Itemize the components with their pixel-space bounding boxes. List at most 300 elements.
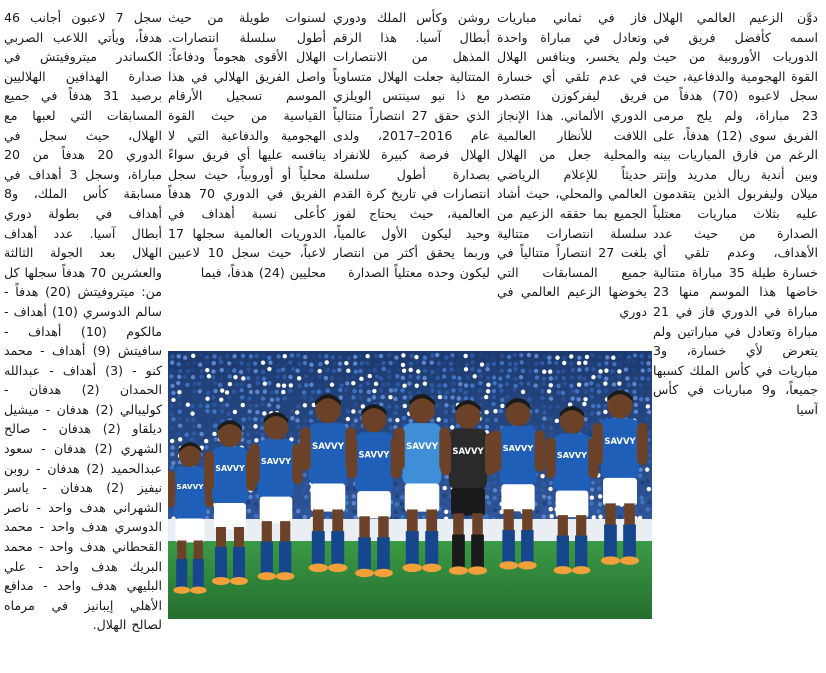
- crowd-dot: [486, 376, 490, 380]
- crowd-dot: [640, 480, 644, 484]
- crowd-dot: [170, 354, 174, 358]
- crowd-dot: [556, 405, 560, 409]
- crowd-dot: [239, 388, 243, 392]
- crowd-dot: [302, 368, 306, 372]
- crowd-dot: [212, 354, 216, 358]
- player-part: [620, 556, 639, 564]
- crowd-dot: [295, 410, 299, 414]
- crowd-dot: [547, 360, 551, 364]
- player-part: [204, 451, 214, 491]
- crowd-dot: [430, 353, 434, 357]
- crowd-dot: [535, 409, 539, 413]
- shirt-sponsor-text: SAVVY: [260, 456, 292, 466]
- crowd-dot: [485, 495, 489, 499]
- crowd-dot: [430, 360, 434, 364]
- crowd-dot: [542, 416, 546, 420]
- crowd-dot: [200, 369, 204, 373]
- crowd-dot: [247, 368, 251, 372]
- crowd-dot: [542, 501, 546, 505]
- crowd-dot: [556, 370, 560, 374]
- crowd-dot: [393, 510, 397, 514]
- crowd-dot: [281, 390, 285, 394]
- crowd-dot: [486, 402, 490, 406]
- player-part: [575, 536, 587, 569]
- crowd-dot: [549, 514, 553, 518]
- crowd-dot: [358, 395, 362, 399]
- crowd-dot: [590, 388, 594, 392]
- crowd-dot: [627, 383, 631, 387]
- crowd-dot: [598, 494, 602, 498]
- crowd-dot: [170, 439, 174, 443]
- crowd-dot: [248, 403, 252, 407]
- crowd-dot: [452, 381, 456, 385]
- crowd-dot: [485, 486, 489, 490]
- crowd-dot: [625, 376, 629, 380]
- player-part: [279, 542, 291, 575]
- crowd-dot: [584, 382, 588, 386]
- player-part: [449, 566, 468, 574]
- shirt-sponsor-text: SAVVY: [312, 442, 344, 452]
- crowd-dot: [535, 403, 539, 407]
- crowd-dot: [296, 396, 300, 400]
- crowd-dot: [289, 409, 293, 413]
- crowd-dot: [387, 353, 391, 357]
- crowd-dot: [246, 376, 250, 380]
- crowd-dot: [470, 360, 474, 364]
- crowd-dot: [478, 388, 482, 392]
- player-part: [312, 531, 325, 566]
- crowd-dot: [549, 417, 553, 421]
- crowd-dot: [262, 354, 266, 358]
- crowd-dot: [498, 383, 502, 387]
- crowd-dot: [197, 424, 201, 428]
- crowd-dot: [274, 390, 278, 394]
- crowd-dot: [494, 503, 498, 507]
- crowd-dot: [204, 445, 208, 449]
- crowd-dot: [337, 368, 341, 372]
- crowd-dot: [561, 369, 565, 373]
- crowd-dot: [206, 391, 210, 395]
- crowd-dot: [535, 389, 539, 393]
- crowd-dot: [646, 473, 650, 477]
- player-part: [261, 542, 273, 575]
- crowd-dot: [479, 353, 483, 357]
- crowd-dot: [547, 496, 551, 500]
- crowd-dot: [409, 419, 413, 423]
- crowd-dot: [351, 423, 355, 427]
- crowd-dot: [233, 404, 237, 408]
- crowd-dot: [591, 375, 595, 379]
- crowd-dot: [204, 439, 208, 443]
- crowd-dot: [283, 396, 287, 400]
- crowd-dot: [176, 362, 180, 366]
- crowd-dot: [514, 362, 518, 366]
- player-part: [168, 471, 175, 508]
- crowd-dot: [190, 411, 194, 415]
- crowd-dot: [640, 403, 644, 407]
- crowd-dot: [470, 367, 474, 371]
- crowd-dot: [171, 398, 175, 402]
- crowd-dot: [190, 404, 194, 408]
- crowd-dot: [310, 376, 314, 380]
- crowd-dot: [542, 370, 546, 374]
- crowd-dot: [437, 383, 441, 387]
- crowd-dot: [563, 402, 567, 406]
- crowd-dot: [352, 501, 356, 505]
- crowd-dot: [429, 375, 433, 379]
- crowd-dot: [493, 370, 497, 374]
- player-part: [374, 569, 393, 577]
- crowd-dot: [395, 487, 399, 491]
- crowd-dot: [450, 417, 454, 421]
- crowd-dot: [219, 360, 223, 364]
- crowd-dot: [346, 375, 350, 379]
- crowd-dot: [409, 354, 413, 358]
- crowd-dot: [289, 425, 293, 429]
- player-part: [604, 525, 617, 559]
- crowd-dot: [326, 388, 330, 392]
- crowd-dot: [192, 360, 196, 364]
- player-part: [521, 530, 533, 563]
- crowd-dot: [255, 381, 259, 385]
- crowd-dot: [197, 397, 201, 401]
- crowd-dot: [604, 368, 608, 372]
- crowd-dot: [596, 479, 600, 483]
- crowd-dot: [353, 361, 357, 365]
- crowd-dot: [387, 410, 391, 414]
- crowd-dot: [170, 465, 174, 469]
- crowd-dot: [246, 362, 250, 366]
- crowd-dot: [255, 410, 259, 414]
- crowd-dot: [423, 355, 427, 359]
- crowd-dot: [435, 404, 439, 408]
- crowd-dot: [225, 368, 229, 372]
- crowd-dot: [571, 389, 575, 393]
- crowd-dot: [634, 403, 638, 407]
- crowd-dot: [498, 376, 502, 380]
- crowd-dot: [561, 391, 565, 395]
- crowd-dot: [205, 368, 209, 372]
- crowd-dot: [485, 425, 489, 429]
- crowd-dot: [340, 383, 344, 387]
- crowd-dot: [645, 467, 649, 471]
- crowd-dot: [464, 383, 468, 387]
- crowd-dot: [190, 368, 194, 372]
- crowd-dot: [618, 509, 622, 513]
- crowd-dot: [344, 397, 348, 401]
- crowd-dot: [297, 390, 301, 394]
- crowd-dot: [365, 361, 369, 365]
- crowd-dot: [394, 355, 398, 359]
- crowd-dot: [400, 502, 404, 506]
- crowd-dot: [591, 507, 595, 511]
- player-part: [311, 484, 346, 512]
- crowd-dot: [592, 515, 596, 519]
- crowd-dot: [408, 368, 412, 372]
- crowd-dot: [641, 368, 645, 372]
- crowd-dot: [205, 355, 209, 359]
- crowd-dot: [186, 369, 190, 373]
- crowd-dot: [569, 384, 573, 388]
- crowd-dot: [199, 438, 203, 442]
- crowd-dot: [521, 390, 525, 394]
- crowd-dot: [442, 368, 446, 372]
- crowd-dot: [472, 388, 476, 392]
- crowd-dot: [262, 411, 266, 415]
- crowd-dot: [632, 390, 636, 394]
- player-part: [440, 433, 451, 475]
- crowd-dot: [295, 368, 299, 372]
- crowd-dot: [562, 361, 566, 365]
- player-part: [623, 525, 636, 559]
- crowd-dot: [171, 417, 175, 421]
- crowd-dot: [444, 403, 448, 407]
- crowd-dot: [232, 354, 236, 358]
- crowd-dot: [556, 390, 560, 394]
- player-part: [176, 559, 187, 588]
- player-part: [545, 438, 555, 479]
- crowd-dot: [176, 381, 180, 385]
- crowd-dot: [290, 416, 294, 420]
- crowd-dot: [297, 502, 301, 506]
- crowd-dot: [639, 397, 643, 401]
- crowd-dot: [513, 353, 517, 357]
- crowd-dot: [296, 425, 300, 429]
- crowd-dot: [513, 384, 517, 388]
- crowd-dot: [169, 412, 173, 416]
- crowd-dot: [409, 361, 413, 365]
- crowd-dot: [204, 360, 208, 364]
- crowd-dot: [596, 397, 600, 401]
- crowd-dot: [303, 473, 307, 477]
- crowd-dot: [394, 360, 398, 364]
- crowd-dot: [213, 381, 217, 385]
- crowd-dot: [312, 354, 316, 358]
- article-column-5: سجل 7 لاعبون أجانب 46 هدفاً، ويأتي اللاعب الصربي الكساندر ميتروفيتش في صدارة الهدافين الهلاليين برصيد 31 هدفاً في جميع المسابقات التي لعبها مع الهلال، حيث سجل في الدوري 20 هدفاً من 20 مباراة، وسجل 3 أهداف في مسابقة كأس الملك، و8 أهداف في بطولة دوري أبطال آسيا. عدد أهداف الهلال بعد الجولة الثالثة والعشرين 70 هدفاً سجلها كل من: ميتروفيتش (20) هدفاً - سالم الدوسري (10) أهداف - مالكوم (10) أهداف - سافيتش (9) أهداف - محمد كنو - (3) أهداف - عبدالله الحمدان (2) هدفان - كوليبالي (2) هدفان - ميشيل ديلقاو (2) هدفان - صالح الشهري (2) هدفان - سعود عبدالحميد (2) هدفان - روبن نيفيز (2) هدفان - ياسر الشهراني هدف واحد - ناصر الدوسري هدف واحد - محمد القحطاني هدف واحد - محمد البريك هدف واحد - علي البليهي هدف واحد - مدافع الأهلي إيبانيز في مرماه لصالح الهلال.: [4, 10, 162, 633]
- crowd-dot: [491, 355, 495, 359]
- crowd-dot: [500, 361, 504, 365]
- crowd-dot: [473, 374, 477, 378]
- crowd-dot: [645, 479, 649, 483]
- crowd-dot: [569, 354, 573, 358]
- crowd-dot: [549, 410, 553, 414]
- crowd-dot: [375, 374, 379, 378]
- crowd-dot: [506, 374, 510, 378]
- crowd-dot: [547, 355, 551, 359]
- crowd-dot: [647, 368, 651, 372]
- crowd-dot: [297, 362, 301, 366]
- crowd-dot: [645, 507, 649, 511]
- crowd-dot: [534, 361, 538, 365]
- crowd-dot: [442, 374, 446, 378]
- player-part: [358, 537, 371, 571]
- crowd-dot: [192, 395, 196, 399]
- crowd-dot: [359, 389, 363, 393]
- crowd-dot: [444, 510, 448, 514]
- crowd-dot: [199, 353, 203, 357]
- player-part: [377, 537, 390, 571]
- crowd-dot: [646, 493, 650, 497]
- crowd-dot: [388, 395, 392, 399]
- crowd-dot: [451, 404, 455, 408]
- crowd-dot: [422, 376, 426, 380]
- crowd-dot: [393, 411, 397, 415]
- crowd-dot: [540, 389, 544, 393]
- crowd-dot: [646, 361, 650, 365]
- crowd-dot: [296, 509, 300, 513]
- crowd-dot: [213, 423, 217, 427]
- crowd-dot: [500, 354, 504, 358]
- crowd-dot: [246, 514, 250, 518]
- crowd-dot: [582, 377, 586, 381]
- crowd-dot: [387, 375, 391, 379]
- crowd-dot: [598, 369, 602, 373]
- player-part: [501, 484, 534, 511]
- crowd-dot: [445, 390, 449, 394]
- crowd-dot: [590, 395, 594, 399]
- crowd-dot: [338, 388, 342, 392]
- crowd-dot: [647, 410, 651, 414]
- crowd-dot: [435, 353, 439, 357]
- crowd-dot: [372, 389, 376, 393]
- player-part: [637, 423, 648, 465]
- crowd-dot: [352, 389, 356, 393]
- crowd-dot: [297, 487, 301, 491]
- crowd-dot: [597, 486, 601, 490]
- crowd-dot: [444, 418, 448, 422]
- crowd-dot: [178, 369, 182, 373]
- crowd-dot: [379, 388, 383, 392]
- crowd-dot: [317, 374, 321, 378]
- crowd-dot: [269, 374, 273, 378]
- crowd-dot: [185, 418, 189, 422]
- article-column-4: لسنوات طويلة من حيث أطول سلسلة انتصارات. الهلال الأقوى هجوماً ودفاعاً: واصل الفريق الهلالي في هذا الموسم تسجيل الأرقام القياسية من حيث القوة الهجومية والدفاعية التي لا ينافسه عليها أي فريق سواءً محلياً أو أوروبياً، حيث سجل الفريق في الدوري 70 هدفاً كأعلى نسبة أهداف في الدوريات العالمية سجلها 17 لاعباً، حيث سجل 10 لاعبين محليين (24) هدفاً، فيما: [168, 10, 326, 280]
- crowd-dot: [437, 390, 441, 394]
- crowd-dot: [178, 410, 182, 414]
- player-part: [592, 423, 603, 465]
- crowd-dot: [309, 397, 313, 401]
- crowd-dot: [645, 416, 649, 420]
- crowd-dot: [211, 419, 215, 423]
- crowd-dot: [596, 411, 600, 415]
- crowd-dot: [423, 382, 427, 386]
- crowd-dot: [261, 369, 265, 373]
- crowd-dot: [254, 369, 258, 373]
- player-part: [175, 518, 204, 542]
- crowd-dot: [466, 375, 470, 379]
- crowd-dot: [220, 409, 224, 413]
- crowd-dot: [540, 361, 544, 365]
- crowd-dot: [521, 369, 525, 373]
- crowd-dot: [247, 384, 251, 388]
- crowd-dot: [484, 395, 488, 399]
- player-part: [471, 535, 484, 569]
- crowd-dot: [276, 383, 280, 387]
- crowd-dot: [486, 389, 490, 393]
- player-part: [403, 423, 442, 486]
- crowd-dot: [177, 402, 181, 406]
- player-part: [394, 427, 405, 470]
- crowd-dot: [408, 375, 412, 379]
- crowd-dot: [190, 437, 194, 441]
- crowd-dot: [226, 412, 230, 416]
- player-part: [212, 577, 230, 585]
- crowd-dot: [633, 396, 637, 400]
- crowd-dot: [218, 356, 222, 360]
- crowd-dot: [639, 411, 643, 415]
- crowd-dot: [484, 354, 488, 358]
- crowd-dot: [508, 362, 512, 366]
- crowd-dot: [227, 395, 231, 399]
- crowd-dot: [556, 424, 560, 428]
- crowd-dot: [484, 410, 488, 414]
- crowd-dot: [477, 369, 481, 373]
- crowd-dot: [235, 360, 239, 364]
- crowd-dot: [395, 494, 399, 498]
- crowd-dot: [309, 383, 313, 387]
- crowd-dot: [296, 353, 300, 357]
- player-part: [215, 547, 227, 579]
- player-part: [309, 423, 348, 486]
- crowd-dot: [276, 354, 280, 358]
- crowd-dot: [228, 374, 232, 378]
- crowd-dot: [261, 397, 265, 401]
- crowd-dot: [367, 390, 371, 394]
- crowd-dot: [220, 368, 224, 372]
- crowd-dot: [183, 437, 187, 441]
- crowd-dot: [541, 482, 545, 486]
- crowd-dot: [255, 494, 259, 498]
- crowd-dot: [458, 382, 462, 386]
- crowd-dot: [548, 487, 552, 491]
- crowd-dot: [289, 432, 293, 436]
- crowd-dot: [584, 423, 588, 427]
- crowd-dot: [254, 502, 258, 506]
- crowd-dot: [240, 383, 244, 387]
- crowd-dot: [591, 404, 595, 408]
- crowd-dot: [267, 403, 271, 407]
- crowd-dot: [225, 403, 229, 407]
- crowd-dot: [248, 495, 252, 499]
- crowd-dot: [457, 396, 461, 400]
- crowd-dot: [317, 369, 321, 373]
- crowd-dot: [639, 496, 643, 500]
- crowd-dot: [599, 418, 603, 422]
- crowd-dot: [309, 419, 313, 423]
- crowd-dot: [585, 367, 589, 371]
- crowd-dot: [480, 362, 484, 366]
- player-part: [249, 444, 259, 485]
- crowd-dot: [436, 368, 440, 372]
- player-part: [601, 556, 620, 564]
- crowd-dot: [288, 360, 292, 364]
- crowd-dot: [605, 355, 609, 359]
- crowd-dot: [288, 389, 292, 393]
- crowd-dot: [597, 355, 601, 359]
- crowd-dot: [304, 508, 308, 512]
- crowd-dot: [485, 367, 489, 371]
- player-part: [309, 563, 328, 572]
- crowd-dot: [436, 376, 440, 380]
- crowd-dot: [597, 362, 601, 366]
- crowd-dot: [388, 418, 392, 422]
- crowd-dot: [505, 382, 509, 386]
- crowd-dot: [401, 363, 405, 367]
- crowd-dot: [186, 403, 190, 407]
- crowd-dot: [198, 362, 202, 366]
- crowd-dot: [394, 405, 398, 409]
- crowd-dot: [233, 375, 237, 379]
